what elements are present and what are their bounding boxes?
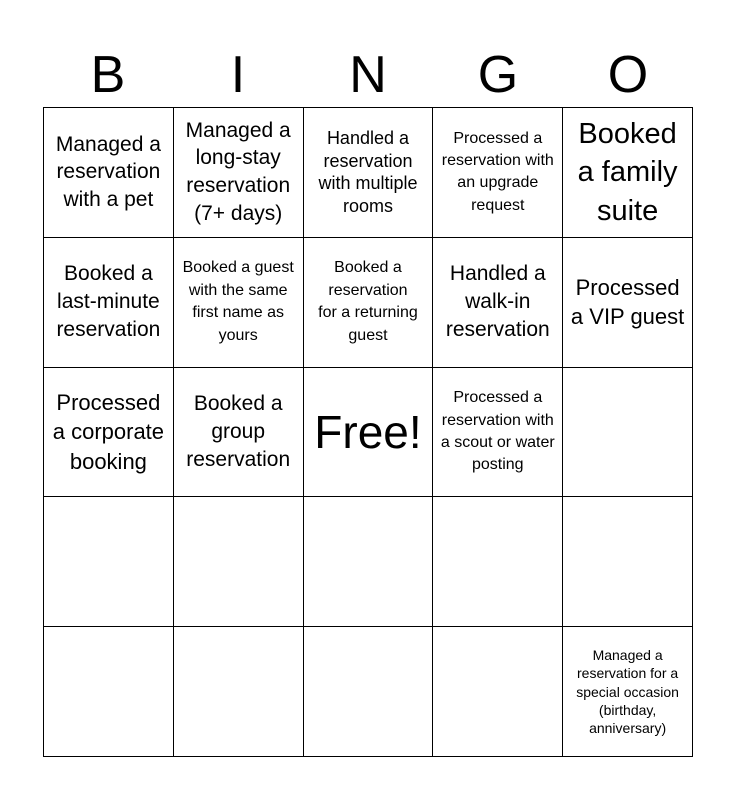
- cell-text: Processed a reservation with an upgrade request: [441, 129, 554, 214]
- bingo-cell-r2-c4[interactable]: [433, 238, 563, 368]
- header-letter-b: B: [90, 46, 126, 104]
- bingo-cell-r4-c1[interactable]: [44, 497, 174, 627]
- bingo-cell-r1-c4[interactable]: [433, 108, 563, 238]
- bingo-cell-r3-c4[interactable]: [433, 368, 563, 498]
- bingo-cell-r1-c5[interactable]: [563, 108, 693, 238]
- bingo-cell-r3-c2[interactable]: [174, 368, 304, 498]
- cell-text: Handled a walk-in reservation: [445, 262, 550, 342]
- bingo-cell-r2-c1[interactable]: [44, 238, 174, 368]
- bingo-cell-r4-c4[interactable]: [433, 497, 563, 627]
- bingo-grid: [43, 107, 693, 757]
- bingo-cell-r2-c2[interactable]: [174, 238, 304, 368]
- header-letter-i: I: [230, 46, 246, 104]
- bingo-cell-r3-c1[interactable]: [44, 368, 174, 498]
- cell-text: Managed a long-stay reservation (7+ days): [185, 118, 291, 226]
- bingo-cell-r3-c5[interactable]: [563, 368, 693, 498]
- bingo-cell-r1-c2[interactable]: [174, 108, 304, 238]
- bingo-cell-r5-c3[interactable]: [304, 627, 434, 757]
- bingo-cell-r5-c4[interactable]: [433, 627, 563, 757]
- cell-text: Handled a reservation with multiple rooms: [318, 127, 418, 217]
- bingo-cell-r4-c5[interactable]: [563, 497, 693, 627]
- cell-text: Processed a VIP guest: [570, 274, 685, 330]
- free-space-label: Free!: [314, 405, 422, 458]
- bingo-cell-r3-c3-free[interactable]: [304, 368, 434, 498]
- cell-text: Managed a reservation with a pet: [55, 132, 161, 212]
- cell-text: Managed a reservation for a special occasion (birthday, anniversary): [576, 647, 679, 736]
- header-letter-o: O: [607, 46, 649, 104]
- cell-text: Booked a family suite: [577, 118, 678, 227]
- bingo-cell-r2-c3[interactable]: [304, 238, 434, 368]
- bingo-cell-r1-c3[interactable]: [304, 108, 434, 238]
- bingo-cell-r5-c2[interactable]: [174, 627, 304, 757]
- cell-text: Booked a reservation for a returning guest: [318, 259, 418, 344]
- header-letter-n: N: [349, 46, 387, 104]
- bingo-cell-r5-c1[interactable]: [44, 627, 174, 757]
- cell-text: Processed a corporate booking: [52, 390, 165, 474]
- cell-text: Booked a guest with the same first name as yours: [182, 259, 294, 344]
- bingo-cell-r5-c5[interactable]: [563, 627, 693, 757]
- header-letter-g: G: [477, 46, 519, 104]
- bingo-cell-r4-c2[interactable]: [174, 497, 304, 627]
- bingo-cell-r4-c3[interactable]: [304, 497, 434, 627]
- bingo-header: [43, 42, 693, 108]
- cell-text: Booked a last-minute reservation: [56, 262, 161, 342]
- bingo-cell-r1-c1[interactable]: [44, 108, 174, 238]
- bingo-cell-r2-c5[interactable]: [563, 238, 693, 368]
- cell-text: Processed a reservation with a scout or water posting: [440, 389, 555, 474]
- cell-text: Booked a group reservation: [186, 392, 291, 471]
